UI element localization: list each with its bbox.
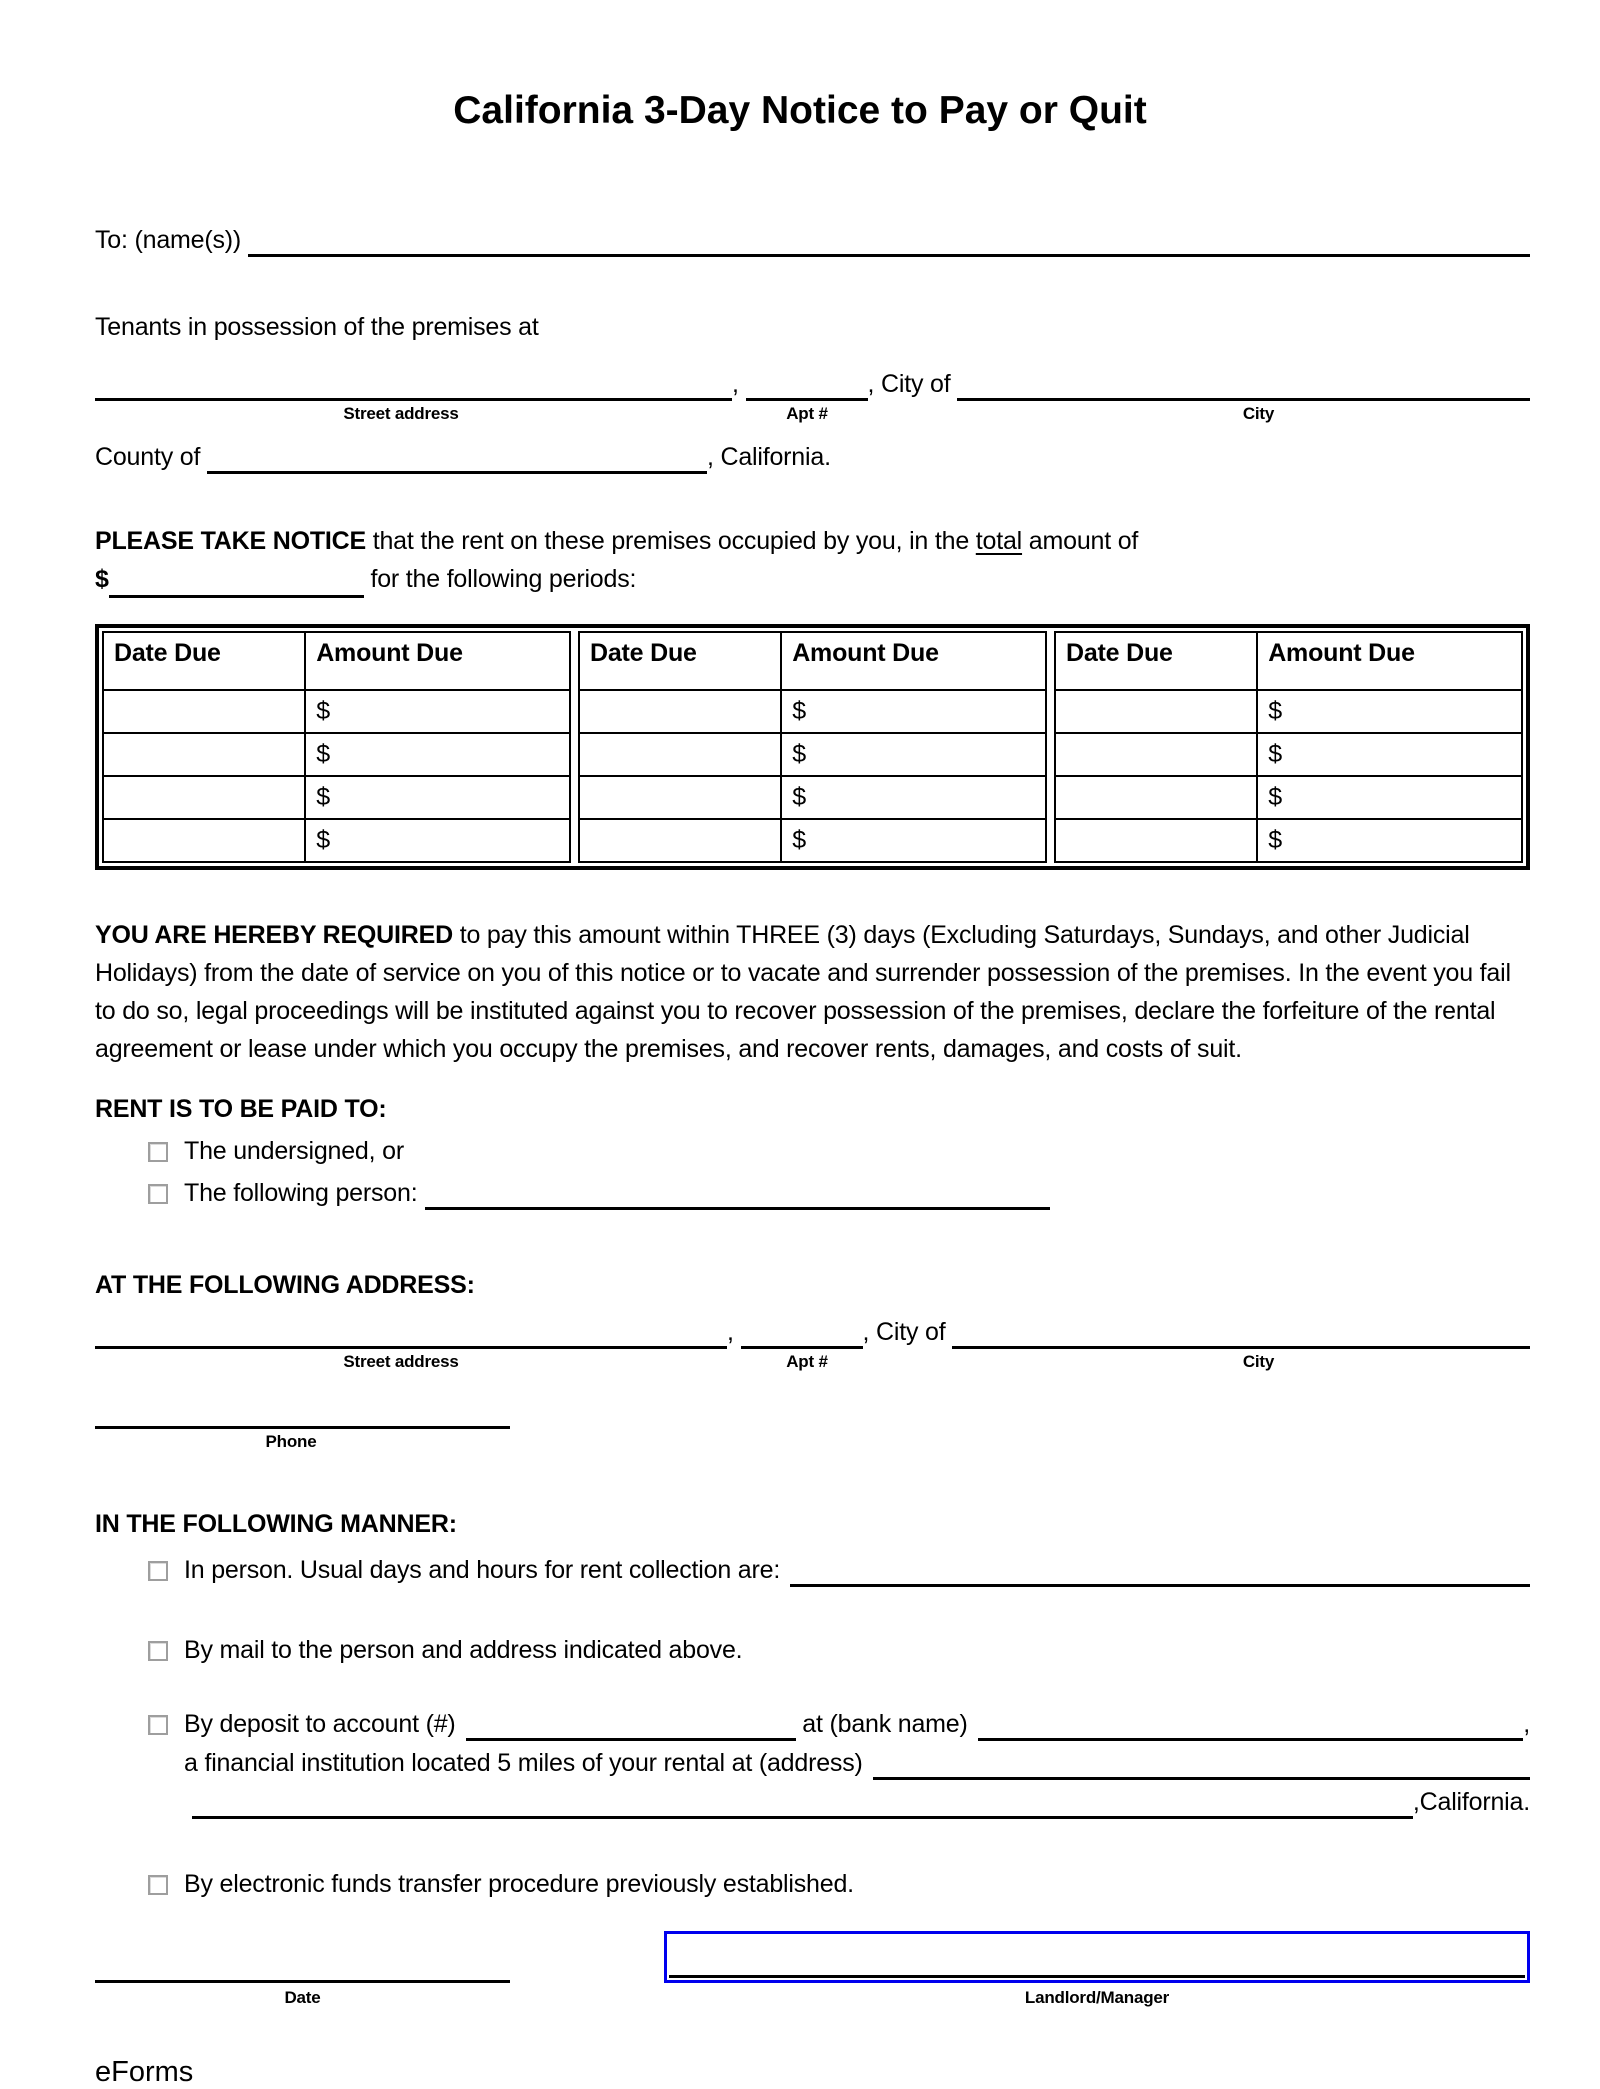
deposit-address-line-2[interactable] (192, 1811, 1413, 1819)
amount-due-cell[interactable]: $ (1257, 690, 1522, 733)
amount-due-cell[interactable]: $ (1257, 776, 1522, 819)
date-due-cell[interactable] (103, 776, 305, 819)
amount-due-header: Amount Due (781, 632, 1046, 690)
date-due-cell[interactable] (103, 690, 305, 733)
by-mail-label: By mail to the person and address indicated above. (184, 1636, 743, 1664)
amount-due-cell[interactable]: $ (781, 819, 1046, 862)
option-electronic (148, 1867, 1530, 1901)
date-due-header: Date Due (1055, 632, 1257, 690)
phone-caption-row (95, 1431, 510, 1453)
notice-paragraph (95, 522, 1530, 598)
date-due-cell[interactable] (1055, 733, 1257, 776)
periods-table (95, 624, 1530, 870)
recipient-row (95, 224, 1530, 257)
amount-due-cell[interactable]: $ (305, 733, 570, 776)
notice-line-1: PLEASE TAKE NOTICE that the rent on these premises occupied by you, in the total amount of (95, 527, 1139, 555)
manner-heading: IN THE FOLLOWING MANNER: (95, 1510, 457, 1538)
landlord-signature-block (664, 1931, 1530, 2009)
deposit-california-suffix: ,California. (1412, 1788, 1530, 1816)
deposit-line-3 (184, 1785, 1530, 1819)
premises-address-captions (95, 403, 1530, 425)
date-caption: Date (284, 1988, 321, 2007)
underlined-total: total (975, 527, 1023, 555)
california-suffix: , California. (706, 443, 831, 471)
amount-due-cell[interactable]: $ (305, 776, 570, 819)
required-paragraph: YOU ARE HEREBY REQUIRED to pay this amount within THREE (3) days (Excluding Saturdays, Sundays, and other Judicial Holidays) from the date of service on you of this notice or to vacate and surrender possession of the premises. In the event you fail to do so, legal proceedings will be instituted against you to recover possession of the premises, declare the forfeiture of the rental agreement or lease under which you occupy the premises, and recover rents, damages, and costs of suit. (95, 921, 1511, 1063)
payment-address-captions (95, 1351, 1530, 1373)
by-mail-checkbox[interactable] (148, 1641, 168, 1661)
by-deposit-checkbox[interactable] (148, 1715, 168, 1735)
deposit-label-1: By deposit to account (#) (184, 1710, 456, 1738)
phone-line[interactable] (95, 1421, 510, 1429)
county-row (95, 441, 1530, 474)
deposit-account-line[interactable] (466, 1733, 796, 1741)
date-due-cell[interactable] (579, 690, 781, 733)
landlord-signature-line (669, 1975, 1525, 1978)
signature-row (95, 1931, 1530, 2009)
county-line[interactable] (207, 466, 707, 474)
electronic-transfer-label: By electronic funds transfer procedure previously established. (184, 1870, 854, 1898)
option-undersigned (148, 1134, 1530, 1168)
total-amount-line[interactable] (109, 590, 364, 598)
payment-address-row: , , City of (95, 1316, 1530, 1349)
landlord-signature-field[interactable] (664, 1931, 1530, 1983)
following-person-label: The following person: (184, 1179, 418, 1207)
in-person-hours-line[interactable] (790, 1579, 1530, 1587)
phone-row (95, 1421, 510, 1429)
date-due-header: Date Due (579, 632, 781, 690)
premises-address-row: , , City of (95, 368, 1530, 401)
following-person-line[interactable] (425, 1202, 1050, 1210)
amount-due-cell[interactable]: $ (305, 819, 570, 862)
date-due-cell[interactable] (103, 819, 305, 862)
date-due-cell[interactable] (103, 733, 305, 776)
landlord-caption: Landlord/Manager (1024, 1988, 1170, 2007)
premises-city-line[interactable] (957, 393, 1530, 401)
amount-due-cell[interactable]: $ (1257, 819, 1522, 862)
payment-apt-line[interactable] (741, 1341, 863, 1349)
premises-apt-line[interactable] (746, 393, 868, 401)
electronic-transfer-checkbox[interactable] (148, 1875, 168, 1895)
periods-table-group-2 (578, 631, 1047, 863)
deposit-bank-line[interactable] (978, 1733, 1524, 1741)
amount-due-cell[interactable]: $ (781, 733, 1046, 776)
option-in-person (148, 1553, 1530, 1587)
date-due-cell[interactable] (579, 733, 781, 776)
deposit-label-3: a financial institution located 5 miles of your rental at (address) (184, 1749, 863, 1777)
paid-to-heading: RENT IS TO BE PAID TO: (95, 1095, 387, 1123)
following-person-checkbox[interactable] (148, 1184, 168, 1204)
amount-due-header: Amount Due (305, 632, 570, 690)
amount-due-cell[interactable]: $ (305, 690, 570, 733)
address-section-heading: AT THE FOLLOWING ADDRESS: (95, 1271, 475, 1299)
city-caption: City (1242, 404, 1275, 423)
date-signature-block (95, 1973, 510, 2009)
county-label: County of (95, 443, 201, 471)
recipient-names-line[interactable] (248, 249, 1530, 257)
undersigned-checkbox[interactable] (148, 1142, 168, 1162)
undersigned-label: The undersigned, or (184, 1137, 404, 1165)
date-due-cell[interactable] (579, 776, 781, 819)
in-person-checkbox[interactable] (148, 1561, 168, 1581)
street-address-caption: Street address (343, 404, 459, 423)
to-label: To: (name(s)) (95, 226, 242, 254)
option-following-person (148, 1176, 1530, 1210)
date-due-cell[interactable] (1055, 819, 1257, 862)
option-by-mail (148, 1633, 1530, 1667)
payment-city-line[interactable] (952, 1341, 1530, 1349)
amount-due-cell[interactable]: $ (781, 690, 1046, 733)
phone-caption: Phone (265, 1432, 317, 1451)
periods-table-group-3 (1054, 631, 1523, 863)
premises-street-line[interactable] (95, 393, 732, 401)
in-person-label: In person. Usual days and hours for rent collection are: (184, 1556, 781, 1584)
deposit-line-2 (184, 1746, 1530, 1780)
notice-line-2: $ for the following periods: (95, 560, 1530, 598)
date-line[interactable] (95, 1973, 510, 1983)
amount-due-header: Amount Due (1257, 632, 1522, 690)
option-by-deposit: By deposit to account (#) at (bank name) , (148, 1707, 1530, 1741)
apt-caption: Apt # (786, 1352, 828, 1371)
payment-street-line[interactable] (95, 1341, 727, 1349)
date-due-cell[interactable] (579, 819, 781, 862)
tenants-line: Tenants in possession of the premises at (95, 313, 539, 341)
dollar-sign: $ (95, 565, 109, 593)
date-due-cell[interactable] (1055, 690, 1257, 733)
date-due-cell[interactable] (1055, 776, 1257, 819)
page-title: California 3-Day Notice to Pay or Quit (453, 89, 1147, 132)
deposit-address-line[interactable] (873, 1772, 1530, 1780)
date-due-header: Date Due (103, 632, 305, 690)
amount-due-cell[interactable]: $ (1257, 733, 1522, 776)
periods-table-group-1 (102, 631, 571, 863)
deposit-label-2: at (bank name) (802, 1710, 968, 1738)
apt-caption: Apt # (786, 404, 828, 423)
street-address-caption: Street address (343, 1352, 459, 1371)
city-caption: City (1242, 1352, 1275, 1371)
eforms-brand: eForms (95, 2056, 194, 2088)
amount-due-cell[interactable]: $ (781, 776, 1046, 819)
